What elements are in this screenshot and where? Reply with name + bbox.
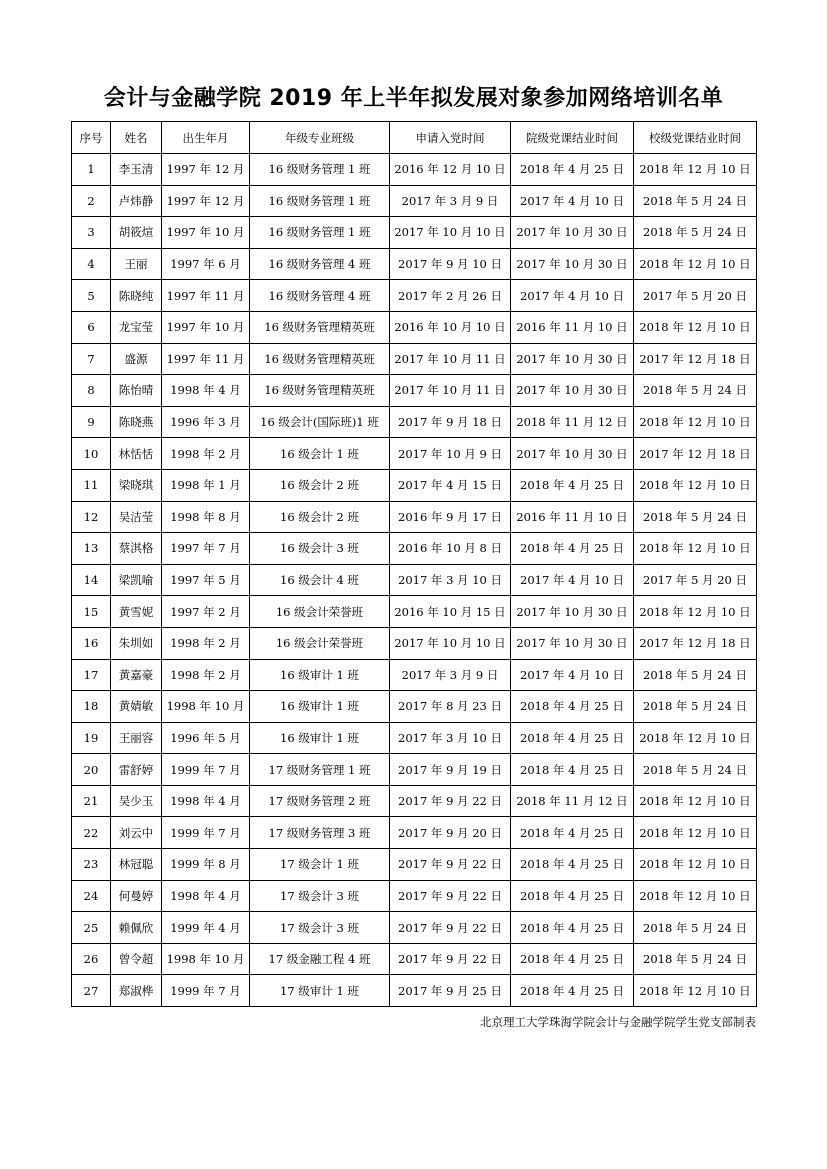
column-header-index: 序号 (72, 122, 111, 154)
cell-college-course-date: 2018 年 4 月 25 日 (511, 943, 634, 975)
column-header-school-course-date: 校级党课结业时间 (634, 122, 757, 154)
cell-application-date: 2016 年 10 月 10 日 (390, 311, 511, 343)
cell-birth-month: 1997 年 12 月 (162, 154, 250, 186)
cell-college-course-date: 2018 年 4 月 25 日 (511, 817, 634, 849)
cell-birth-month: 1998 年 1 月 (162, 469, 250, 501)
cell-index: 1 (72, 154, 111, 186)
cell-index: 16 (72, 627, 111, 659)
cell-application-date: 2017 年 3 月 10 日 (390, 564, 511, 596)
cell-birth-month: 1997 年 12 月 (162, 185, 250, 217)
cell-school-course-date: 2018 年 5 月 24 日 (634, 659, 757, 691)
table-row (72, 817, 757, 849)
cell-name: 王丽容 (111, 722, 162, 754)
cell-college-course-date: 2016 年 11 月 10 日 (511, 311, 634, 343)
cell-birth-month: 1998 年 4 月 (162, 785, 250, 817)
cell-name: 郑淑桦 (111, 975, 162, 1007)
cell-name: 胡筱煊 (111, 217, 162, 249)
cell-school-course-date: 2018 年 5 月 24 日 (634, 217, 757, 249)
cell-application-date: 2017 年 9 月 22 日 (390, 785, 511, 817)
cell-name: 梁晓琪 (111, 469, 162, 501)
cell-index: 27 (72, 975, 111, 1007)
table-row (72, 280, 757, 312)
cell-college-course-date: 2018 年 11 月 12 日 (511, 406, 634, 438)
cell-school-course-date: 2018 年 12 月 10 日 (634, 596, 757, 628)
cell-application-date: 2017 年 9 月 19 日 (390, 754, 511, 786)
cell-college-course-date: 2018 年 4 月 25 日 (511, 533, 634, 565)
cell-name: 黄婧敏 (111, 691, 162, 723)
cell-name: 林恬恬 (111, 438, 162, 470)
cell-index: 7 (72, 343, 111, 375)
page-title: 会计与金融学院 2019 年上半年拟发展对象参加网络培训名单 (103, 86, 724, 111)
cell-index: 19 (72, 722, 111, 754)
table-row (72, 501, 757, 533)
cell-school-course-date: 2017 年 5 月 20 日 (634, 564, 757, 596)
cell-college-course-date: 2017 年 10 月 30 日 (511, 627, 634, 659)
cell-index: 3 (72, 217, 111, 249)
cell-college-course-date: 2018 年 4 月 25 日 (511, 754, 634, 786)
cell-application-date: 2017 年 10 月 11 日 (390, 375, 511, 407)
cell-class: 16 级会计 4 班 (250, 564, 390, 596)
cell-school-course-date: 2018 年 5 月 24 日 (634, 943, 757, 975)
cell-birth-month: 1998 年 2 月 (162, 438, 250, 470)
cell-school-course-date: 2018 年 12 月 10 日 (634, 785, 757, 817)
cell-application-date: 2017 年 10 月 10 日 (390, 627, 511, 659)
cell-application-date: 2017 年 8 月 23 日 (390, 691, 511, 723)
cell-birth-month: 1998 年 2 月 (162, 659, 250, 691)
column-header-name: 姓名 (111, 122, 162, 154)
cell-birth-month: 1998 年 4 月 (162, 375, 250, 407)
cell-college-course-date: 2018 年 4 月 25 日 (511, 880, 634, 912)
cell-name: 蔡淇格 (111, 533, 162, 565)
cell-name: 梁凯喻 (111, 564, 162, 596)
cell-class: 17 级会计 3 班 (250, 880, 390, 912)
cell-birth-month: 1996 年 5 月 (162, 722, 250, 754)
cell-class: 16 级会计 1 班 (250, 438, 390, 470)
cell-application-date: 2017 年 10 月 9 日 (390, 438, 511, 470)
cell-school-course-date: 2017 年 12 月 18 日 (634, 343, 757, 375)
table-row (72, 785, 757, 817)
cell-name: 刘云中 (111, 817, 162, 849)
cell-name: 赖佩欣 (111, 912, 162, 944)
table-row (72, 849, 757, 881)
table-row (72, 627, 757, 659)
cell-name: 盛源 (111, 343, 162, 375)
cell-college-course-date: 2018 年 11 月 12 日 (511, 785, 634, 817)
cell-college-course-date: 2017 年 10 月 30 日 (511, 248, 634, 280)
cell-name: 黄嘉豪 (111, 659, 162, 691)
column-header-birth-month: 出生年月 (162, 122, 250, 154)
cell-application-date: 2016 年 9 月 17 日 (390, 501, 511, 533)
cell-college-course-date: 2018 年 4 月 25 日 (511, 912, 634, 944)
table-row (72, 311, 757, 343)
cell-name: 朱圳如 (111, 627, 162, 659)
cell-application-date: 2017 年 2 月 26 日 (390, 280, 511, 312)
cell-class: 16 级会计 2 班 (250, 501, 390, 533)
cell-index: 8 (72, 375, 111, 407)
table-row (72, 754, 757, 786)
table-row (72, 469, 757, 501)
cell-index: 17 (72, 659, 111, 691)
cell-class: 16 级审计 1 班 (250, 691, 390, 723)
cell-birth-month: 1998 年 8 月 (162, 501, 250, 533)
cell-name: 林冠聪 (111, 849, 162, 881)
cell-application-date: 2017 年 9 月 25 日 (390, 975, 511, 1007)
cell-index: 9 (72, 406, 111, 438)
cell-name: 李玉清 (111, 154, 162, 186)
cell-school-course-date: 2018 年 12 月 10 日 (634, 154, 757, 186)
cell-school-course-date: 2018 年 12 月 10 日 (634, 975, 757, 1007)
cell-class: 16 级会计(国际班)1 班 (250, 406, 390, 438)
cell-name: 何曼婷 (111, 880, 162, 912)
cell-application-date: 2016 年 10 月 8 日 (390, 533, 511, 565)
cell-class: 17 级会计 3 班 (250, 912, 390, 944)
cell-index: 18 (72, 691, 111, 723)
cell-birth-month: 1999 年 7 月 (162, 817, 250, 849)
cell-application-date: 2017 年 9 月 22 日 (390, 880, 511, 912)
cell-application-date: 2016 年 12 月 10 日 (390, 154, 511, 186)
cell-application-date: 2017 年 9 月 22 日 (390, 849, 511, 881)
column-header-class: 年级专业班级 (250, 122, 390, 154)
cell-class: 17 级财务管理 1 班 (250, 754, 390, 786)
cell-college-course-date: 2018 年 4 月 25 日 (511, 722, 634, 754)
cell-application-date: 2017 年 4 月 15 日 (390, 469, 511, 501)
cell-school-course-date: 2018 年 12 月 10 日 (634, 248, 757, 280)
cell-class: 16 级财务管理精英班 (250, 311, 390, 343)
cell-index: 10 (72, 438, 111, 470)
table-row (72, 564, 757, 596)
cell-school-course-date: 2018 年 12 月 10 日 (634, 880, 757, 912)
cell-college-course-date: 2017 年 10 月 30 日 (511, 375, 634, 407)
cell-college-course-date: 2018 年 4 月 25 日 (511, 849, 634, 881)
table-row (72, 185, 757, 217)
cell-index: 24 (72, 880, 111, 912)
cell-index: 15 (72, 596, 111, 628)
cell-birth-month: 1998 年 10 月 (162, 943, 250, 975)
cell-college-course-date: 2018 年 4 月 25 日 (511, 691, 634, 723)
cell-name: 王丽 (111, 248, 162, 280)
cell-name: 吴洁莹 (111, 501, 162, 533)
table-row (72, 691, 757, 723)
cell-index: 6 (72, 311, 111, 343)
roster-table (71, 121, 757, 1007)
cell-school-course-date: 2018 年 5 月 24 日 (634, 501, 757, 533)
cell-birth-month: 1997 年 11 月 (162, 280, 250, 312)
cell-index: 11 (72, 469, 111, 501)
cell-birth-month: 1997 年 10 月 (162, 311, 250, 343)
table-row (72, 596, 757, 628)
cell-name: 陈晓燕 (111, 406, 162, 438)
table-row (72, 375, 757, 407)
cell-school-course-date: 2017 年 12 月 18 日 (634, 438, 757, 470)
table-row (72, 217, 757, 249)
cell-index: 23 (72, 849, 111, 881)
table-row (72, 533, 757, 565)
column-header-college-course-date: 院级党课结业时间 (511, 122, 634, 154)
cell-name: 陈怡晴 (111, 375, 162, 407)
cell-birth-month: 1998 年 4 月 (162, 880, 250, 912)
cell-application-date: 2017 年 9 月 10 日 (390, 248, 511, 280)
cell-index: 25 (72, 912, 111, 944)
cell-college-course-date: 2017 年 4 月 10 日 (511, 280, 634, 312)
cell-school-course-date: 2018 年 12 月 10 日 (634, 533, 757, 565)
cell-college-course-date: 2017 年 4 月 10 日 (511, 185, 634, 217)
cell-class: 17 级财务管理 3 班 (250, 817, 390, 849)
cell-index: 13 (72, 533, 111, 565)
cell-class: 16 级审计 1 班 (250, 722, 390, 754)
cell-application-date: 2016 年 10 月 15 日 (390, 596, 511, 628)
cell-birth-month: 1999 年 7 月 (162, 754, 250, 786)
cell-birth-month: 1999 年 4 月 (162, 912, 250, 944)
cell-birth-month: 1997 年 2 月 (162, 596, 250, 628)
cell-index: 14 (72, 564, 111, 596)
cell-class: 16 级财务管理 4 班 (250, 280, 390, 312)
cell-school-course-date: 2018 年 12 月 10 日 (634, 406, 757, 438)
cell-application-date: 2017 年 9 月 22 日 (390, 943, 511, 975)
cell-class: 16 级财务管理精英班 (250, 375, 390, 407)
cell-class: 16 级财务管理 1 班 (250, 217, 390, 249)
cell-college-course-date: 2017 年 10 月 30 日 (511, 596, 634, 628)
table-row (72, 343, 757, 375)
table-header-row (72, 122, 757, 154)
cell-class: 16 级审计 1 班 (250, 659, 390, 691)
cell-index: 5 (72, 280, 111, 312)
cell-birth-month: 1996 年 3 月 (162, 406, 250, 438)
cell-birth-month: 1998 年 10 月 (162, 691, 250, 723)
cell-class: 16 级财务管理 4 班 (250, 248, 390, 280)
cell-school-course-date: 2017 年 5 月 20 日 (634, 280, 757, 312)
table-row (72, 880, 757, 912)
cell-name: 龙宝莹 (111, 311, 162, 343)
cell-birth-month: 1997 年 11 月 (162, 343, 250, 375)
cell-class: 16 级会计 2 班 (250, 469, 390, 501)
cell-school-course-date: 2018 年 5 月 24 日 (634, 375, 757, 407)
cell-name: 吴少玉 (111, 785, 162, 817)
table-row (72, 912, 757, 944)
cell-college-course-date: 2018 年 4 月 25 日 (511, 469, 634, 501)
cell-birth-month: 1997 年 7 月 (162, 533, 250, 565)
cell-name: 曾令超 (111, 943, 162, 975)
cell-index: 20 (72, 754, 111, 786)
footer-note: 北京理工大学珠海学院会计与金融学院学生党支部制表 (480, 1015, 756, 1029)
cell-application-date: 2017 年 10 月 11 日 (390, 343, 511, 375)
cell-class: 16 级会计荣誉班 (250, 627, 390, 659)
cell-college-course-date: 2017 年 4 月 10 日 (511, 564, 634, 596)
cell-class: 16 级会计荣誉班 (250, 596, 390, 628)
cell-birth-month: 1998 年 2 月 (162, 627, 250, 659)
cell-application-date: 2017 年 10 月 10 日 (390, 217, 511, 249)
table-row (72, 248, 757, 280)
cell-index: 4 (72, 248, 111, 280)
cell-class: 17 级财务管理 2 班 (250, 785, 390, 817)
cell-birth-month: 1997 年 10 月 (162, 217, 250, 249)
cell-application-date: 2017 年 3 月 10 日 (390, 722, 511, 754)
cell-school-course-date: 2018 年 12 月 10 日 (634, 817, 757, 849)
cell-school-course-date: 2018 年 12 月 10 日 (634, 469, 757, 501)
cell-class: 16 级财务管理精英班 (250, 343, 390, 375)
cell-school-course-date: 2018 年 12 月 10 日 (634, 849, 757, 881)
cell-college-course-date: 2017 年 10 月 30 日 (511, 343, 634, 375)
cell-application-date: 2017 年 3 月 9 日 (390, 659, 511, 691)
cell-school-course-date: 2018 年 12 月 10 日 (634, 722, 757, 754)
column-header-application-date: 申请入党时间 (390, 122, 511, 154)
cell-index: 26 (72, 943, 111, 975)
cell-index: 21 (72, 785, 111, 817)
table-row (72, 154, 757, 186)
table-row (72, 438, 757, 470)
cell-birth-month: 1999 年 7 月 (162, 975, 250, 1007)
cell-school-course-date: 2018 年 12 月 10 日 (634, 311, 757, 343)
cell-college-course-date: 2018 年 4 月 25 日 (511, 975, 634, 1007)
table-row (72, 659, 757, 691)
table-row (72, 406, 757, 438)
cell-application-date: 2017 年 9 月 20 日 (390, 817, 511, 849)
cell-index: 22 (72, 817, 111, 849)
cell-name: 陈晓纯 (111, 280, 162, 312)
cell-class: 17 级金融工程 4 班 (250, 943, 390, 975)
cell-class: 16 级财务管理 1 班 (250, 154, 390, 186)
cell-college-course-date: 2018 年 4 月 25 日 (511, 154, 634, 186)
cell-name: 雷舒婷 (111, 754, 162, 786)
cell-index: 2 (72, 185, 111, 217)
cell-class: 16 级财务管理 1 班 (250, 185, 390, 217)
cell-class: 17 级会计 1 班 (250, 849, 390, 881)
cell-name: 黄雪妮 (111, 596, 162, 628)
cell-school-course-date: 2017 年 12 月 18 日 (634, 627, 757, 659)
cell-college-course-date: 2017 年 4 月 10 日 (511, 659, 634, 691)
cell-application-date: 2017 年 9 月 22 日 (390, 912, 511, 944)
cell-college-course-date: 2016 年 11 月 10 日 (511, 501, 634, 533)
cell-birth-month: 1997 年 5 月 (162, 564, 250, 596)
cell-school-course-date: 2018 年 5 月 24 日 (634, 691, 757, 723)
table-row (72, 722, 757, 754)
table-row (72, 943, 757, 975)
cell-college-course-date: 2017 年 10 月 30 日 (511, 438, 634, 470)
table-body (72, 154, 757, 1007)
cell-birth-month: 1997 年 6 月 (162, 248, 250, 280)
cell-application-date: 2017 年 3 月 9 日 (390, 185, 511, 217)
cell-class: 17 级审计 1 班 (250, 975, 390, 1007)
cell-school-course-date: 2018 年 5 月 24 日 (634, 912, 757, 944)
cell-school-course-date: 2018 年 5 月 24 日 (634, 185, 757, 217)
cell-college-course-date: 2017 年 10 月 30 日 (511, 217, 634, 249)
table-row (72, 975, 757, 1007)
cell-class: 16 级会计 3 班 (250, 533, 390, 565)
cell-name: 卢炜静 (111, 185, 162, 217)
cell-birth-month: 1999 年 8 月 (162, 849, 250, 881)
cell-application-date: 2017 年 9 月 18 日 (390, 406, 511, 438)
cell-school-course-date: 2018 年 5 月 24 日 (634, 754, 757, 786)
cell-index: 12 (72, 501, 111, 533)
